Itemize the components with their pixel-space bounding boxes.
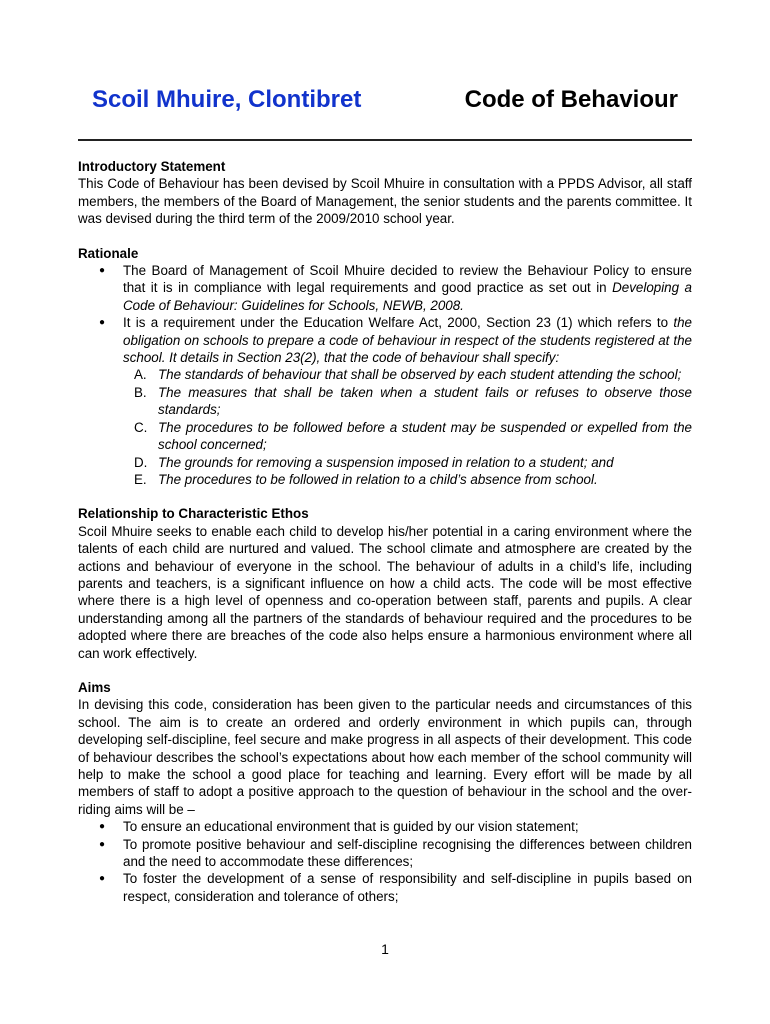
document-body xyxy=(78,158,692,922)
ethos-section xyxy=(78,505,692,662)
item-text: It is a requirement under the Education Welfare Act, 2000, Section 23 (1) which refers to xyxy=(123,315,674,331)
list-marker: B. xyxy=(134,384,147,400)
list-item: ● To ensure an educational environment that is guided by our vision statement; xyxy=(78,818,692,835)
paragraph: Scoil Mhuire seeks to enable each child to develop his/her potential in a caring environment where the talents of each child are nurtured and valued. The school climate and atmosphere are created by the actions and behaviour of everyone in the school. The behaviour of adults in a child’s life, including parents and teachers, is a significant influence on how a child acts. The code will be most effective where there is a high level of openness and co-operation between staff, parents and pupils. A clear understanding among all the partners of the standards of behaviour required and the procedures to be adopted where there are breaches of the code also helps ensure a harmonious environment where all can work effectively. xyxy=(78,523,692,661)
list-item xyxy=(78,314,692,366)
item-text: The procedures to be followed in relation to a child’s absence from school. xyxy=(158,471,598,487)
list-marker: A. xyxy=(134,367,147,383)
list-item xyxy=(78,471,692,488)
item-citation: Developing a Code of Behaviour: Guidelines for Schools, NEWB, 2008. xyxy=(123,280,692,313)
bullet-list xyxy=(78,818,692,905)
list-item xyxy=(78,384,692,419)
document-title: Code of Behaviour xyxy=(464,86,678,113)
item-text: The standards of behaviour that shall be observed by each student attending the school; xyxy=(158,367,682,383)
paragraph: In devising this code, consideration has been given to the particular needs and circumstances of this school. The aim is to create an ordered and orderly environment in which pupils can, through developing self-discipline, feel secure and make progress in all aspects of their development. This code of behaviour describes the school’s expectations about how each member of the school community will help to make the school a good place for teaching and learning. Every effort will be made by all members of staff to adopt a positive approach to the question of behaviour in the school and the over-riding aims will be – xyxy=(78,697,692,817)
list-item xyxy=(78,419,692,454)
document-header xyxy=(78,86,692,122)
list-item xyxy=(78,262,692,314)
list-item xyxy=(78,366,692,383)
header-divider xyxy=(78,139,692,141)
item-text: The measures that shall be taken when a student fails or refuses to observe those standards; xyxy=(158,384,692,418)
section-heading: Aims xyxy=(78,679,111,695)
lettered-list xyxy=(78,366,692,488)
item-quote: the obligation on schools to prepare a code of behaviour in respect of the students registered at the school. It details in Section 23(2), that the code of behaviour shall specify: xyxy=(123,315,692,366)
list-item xyxy=(78,454,692,471)
school-name: Scoil Mhuire, Clontibret xyxy=(92,86,362,113)
item-text: The Board of Management of Scoil Mhuire decided to review the Behaviour Policy to ensure that it is in compliance with legal requirements and good practice as set out in xyxy=(123,263,692,296)
section-heading: Relationship to Characteristic Ethos xyxy=(78,506,309,522)
list-item: ● To foster the development of a sense of responsibility and self-discipline in pupils based on respect, consideration and tolerance of others; xyxy=(78,870,692,905)
rationale-section xyxy=(78,245,692,489)
list-marker: D. xyxy=(134,454,148,470)
bullet-list xyxy=(78,262,692,366)
list-marker: E. xyxy=(134,471,147,487)
section-heading: Introductory Statement xyxy=(78,159,226,174)
aims-section xyxy=(78,679,692,905)
list-marker: C. xyxy=(134,419,148,435)
introductory-section xyxy=(78,158,692,228)
item-text: The grounds for removing a suspension imposed in relation to a student; and xyxy=(158,454,614,470)
page-number: 1 xyxy=(381,941,389,957)
paragraph: This Code of Behaviour has been devised by Scoil Mhuire in consultation with a PPDS Advisor, all staff members, the members of the Board of Management, the senior students and the parents committee. It was devised during the third term of the 2009/2010 school year. xyxy=(78,176,692,227)
section-heading: Rationale xyxy=(78,245,139,261)
list-item: ● To promote positive behaviour and self-discipline recognising the differences between children and the need to accommodate these differences; xyxy=(78,836,692,871)
item-text: The procedures to be followed before a student may be suspended or expelled from the school concerned; xyxy=(158,419,692,453)
